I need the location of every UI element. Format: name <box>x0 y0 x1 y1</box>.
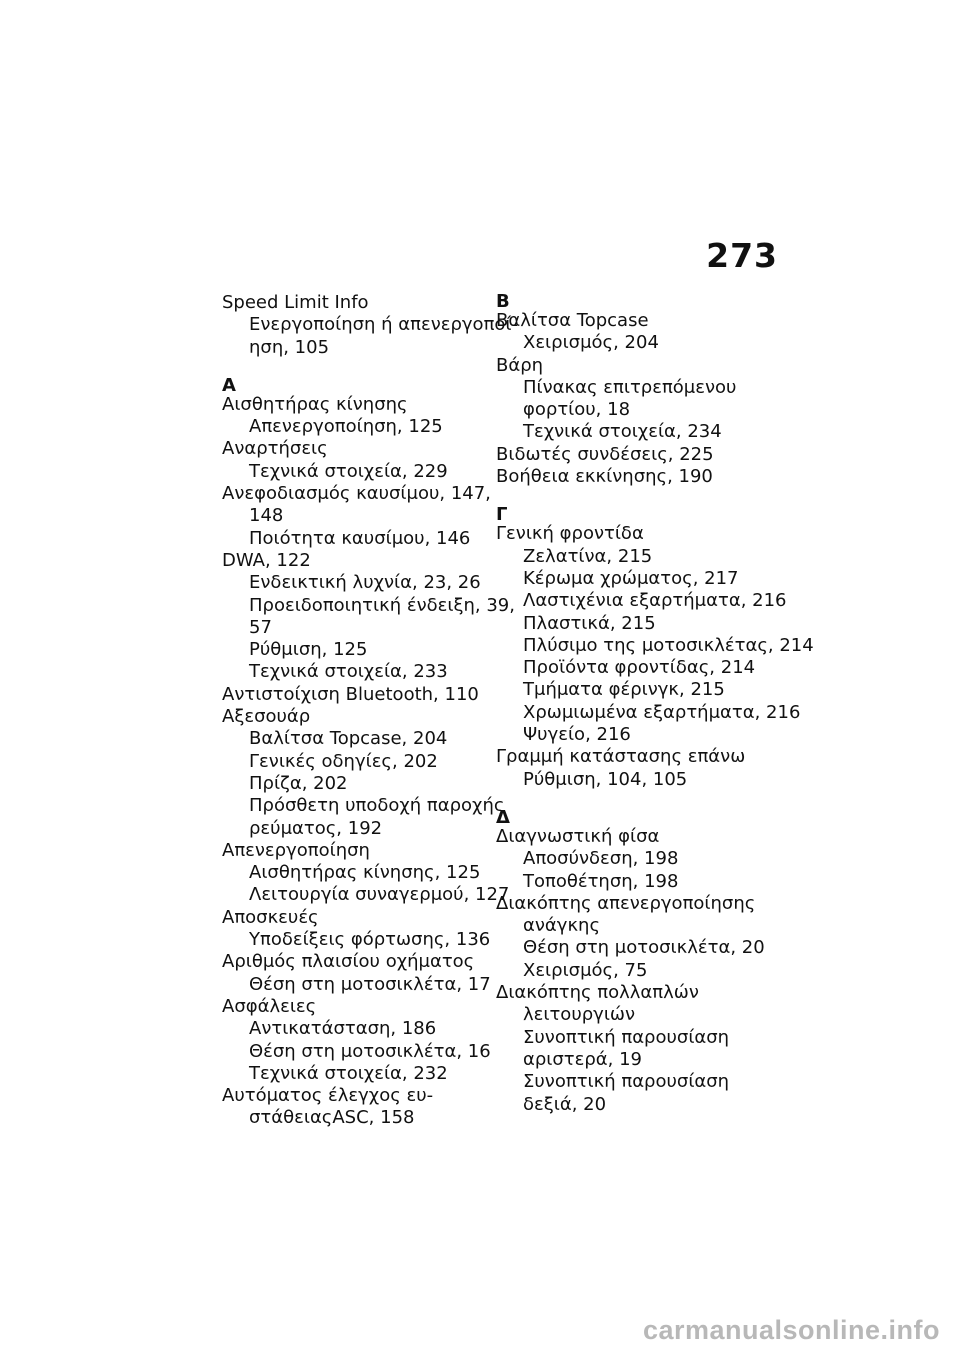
index-subentry: Βαλίτσα Topcase, 204 <box>249 728 448 750</box>
index-subentry: Τμήματα φέρινγκ, 215 <box>523 679 725 701</box>
index-subentry: Τοποθέτηση, 198 <box>523 870 679 892</box>
index-subentry: στάθειαςASC, 158 <box>249 1107 415 1129</box>
index-subentry: Κέρωμα χρώματος, 217 <box>523 567 739 589</box>
index-subentry: ανάγκης <box>523 915 601 937</box>
index-subentry: Ψυγείο, 216 <box>523 724 631 746</box>
spacer <box>496 488 766 498</box>
index-subentry: Χρωμιωμένα εξαρτήματα, 216 <box>523 701 801 723</box>
index-subentry: Ρύθμιση, 104, 105 <box>523 768 688 790</box>
index-entry: Αντιστοίχιση Bluetooth, 110 <box>222 683 479 705</box>
index-subentry: Πλύσιμο της μοτοσικλέτας, 214 <box>523 634 814 656</box>
index-subentry: Θέση στη μοτοσικλέτα, 17 <box>249 973 491 995</box>
index-letter-heading: Α <box>222 374 236 396</box>
index-entry: Αυτόματος έλεγχος ευ‐ <box>222 1085 434 1107</box>
spacer <box>496 791 766 801</box>
index-entry: Βαλίτσα Topcase <box>496 310 649 331</box>
index-entry: Βάρη <box>496 354 544 376</box>
index-subentry: Γενικές οδηγίες, 202 <box>249 750 438 772</box>
index-subentry: Πλαστικά, 215 <box>523 612 656 634</box>
index-subentry: Απενεργοποίηση, 125 <box>249 416 443 438</box>
index-subentry: Υποδείξεις φόρτωσης, 136 <box>249 929 491 951</box>
index-entry: Ανεφοδιασμός καυσίμου, 147, <box>222 483 491 505</box>
watermark: carmanualsonline.info <box>642 1315 940 1345</box>
index-entry: Διακόπτης πολλαπλών <box>496 982 699 1004</box>
index-subentry: Συνοπτική παρουσίαση <box>523 1026 730 1048</box>
index-subentry: Τεχνικά στοιχεία, 232 <box>249 1062 448 1084</box>
index-subentry: Ποιότητα καυσίμου, 146 <box>249 527 471 549</box>
index-subentry: Τεχνικά στοιχεία, 233 <box>249 661 448 683</box>
index-entry: Γενική φροντίδα <box>496 523 644 545</box>
index-entry: Διακόπτης απενεργοποίησης <box>496 892 756 914</box>
index-subentry: Πρίζα, 202 <box>249 772 348 794</box>
index-subentry: Ρύθμιση, 125 <box>249 639 368 661</box>
index-subentry: Τεχνικά στοιχεία, 234 <box>523 421 722 443</box>
index-subentry: Αποσύνδεση, 198 <box>523 848 679 870</box>
index-column-right <box>496 291 814 1116</box>
index-subentry: Ενεργοποίηση ή απενεργοποί‐ <box>249 314 519 336</box>
index-subentry: Συνοπτική παρουσίαση <box>523 1071 730 1093</box>
index-entry: Γραμμή κατάστασης επάνω <box>496 746 746 768</box>
index-entry: Speed Limit Info <box>222 292 369 313</box>
index-letter-heading: Β <box>496 291 510 312</box>
index-entry: DWA, 122 <box>222 549 311 571</box>
index-subentry: Χειρισμός, 204 <box>523 332 659 354</box>
index-subentry: Χειρισμός, 75 <box>523 959 648 981</box>
index-subentry: Προειδοποιητική ένδειξη, 39, <box>249 594 515 616</box>
index-subentry: Θέση στη μοτοσικλέτα, 20 <box>523 937 765 959</box>
index-entry: Βοήθεια εκκίνησης, 190 <box>496 466 713 488</box>
index-subentry: Αντικατάσταση, 186 <box>249 1018 437 1040</box>
index-letter-heading: Δ <box>496 806 510 828</box>
index-column-left <box>222 292 519 1130</box>
index-subentry: Θέση στη μοτοσικλέτα, 16 <box>249 1040 491 1062</box>
index-subentry: Τεχνικά στοιχεία, 229 <box>249 460 448 482</box>
index-entry: Αποσκευές <box>222 906 319 928</box>
index-subentry: φορτίου, 18 <box>523 399 631 421</box>
index-subentry: δεξιά, 20 <box>523 1093 607 1115</box>
index-subentry: Πρόσθετη υποδοχή παροχής <box>249 795 505 817</box>
index-entry: Ασφάλειες <box>222 995 317 1017</box>
index-subentry: Ζελατίνα, 215 <box>523 545 653 567</box>
index-subentry: 57 <box>249 616 272 638</box>
index-subentry: Αισθητήρας κίνησης, 125 <box>249 862 481 884</box>
index-subentry: Πίνακας επιτρεπόμενου <box>523 376 737 398</box>
index-letter-heading: Γ <box>496 504 508 526</box>
index-subentry: ηση, 105 <box>249 336 330 358</box>
spacer <box>222 359 492 369</box>
index-subentry: Λειτουργία συναγερμού, 127 <box>249 884 510 906</box>
index-subentry: αριστερά, 19 <box>523 1048 642 1070</box>
index-entry: Διαγνωστική φίσα <box>496 825 660 847</box>
index-entry: Αριθμός πλαισίου οχήματος <box>222 951 475 973</box>
page-number: 273 <box>706 236 778 275</box>
index-entry: Απενεργοποίηση <box>222 839 370 861</box>
index-subentry: Ενδεικτική λυχνία, 23, 26 <box>249 572 481 594</box>
index-entry: Αισθητήρας κίνησης <box>222 393 408 415</box>
index-subentry: λειτουργιών <box>523 1004 636 1026</box>
index-subentry: Προϊόντα φροντίδας, 214 <box>523 657 756 679</box>
index-subentry: 148 <box>249 505 284 527</box>
index-entry: Αξεσουάρ <box>222 706 311 728</box>
index-subentry: Λαστιχένια εξαρτήματα, 216 <box>523 590 787 612</box>
index-entry: Βιδωτές συνδέσεις, 225 <box>496 443 714 465</box>
index-entry: Αναρτήσεις <box>222 438 328 460</box>
index-subentry: ρεύματος, 192 <box>249 817 383 839</box>
